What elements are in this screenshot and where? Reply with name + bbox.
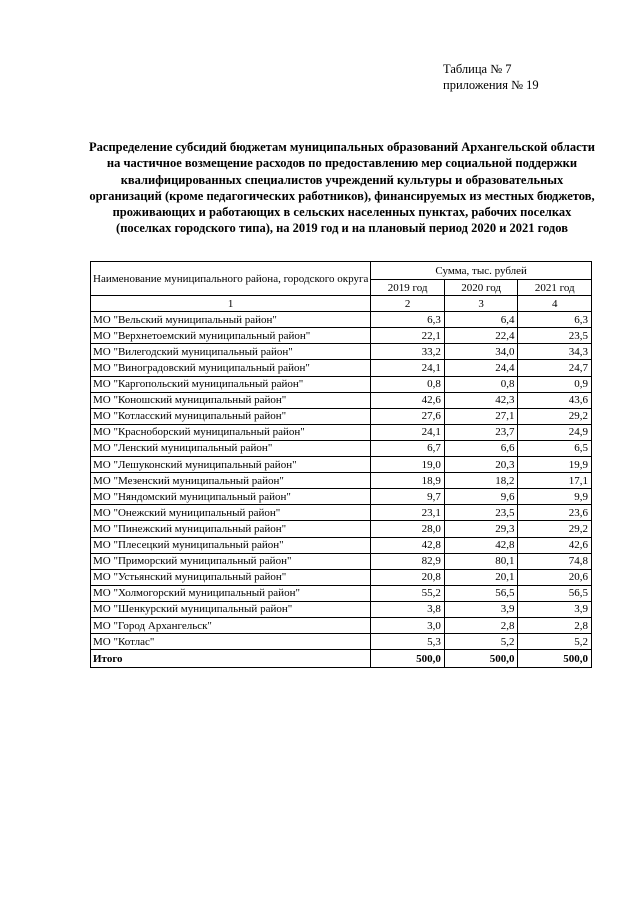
table-row xyxy=(91,344,592,360)
value-2020: 6,6 xyxy=(444,440,518,456)
value-2019: 42,8 xyxy=(371,537,445,553)
table-row xyxy=(91,440,592,456)
column-header-name: Наименование муниципального района, городского округа xyxy=(91,262,371,296)
value-2019: 24,1 xyxy=(371,360,445,376)
municipality-name: МО "Город Архангельск" xyxy=(91,617,371,633)
value-2021: 43,6 xyxy=(518,392,592,408)
municipality-name: МО "Ленский муниципальный район" xyxy=(91,440,371,456)
municipality-name: МО "Мезенский муниципальный район" xyxy=(91,473,371,489)
value-2020: 23,5 xyxy=(444,505,518,521)
table-row xyxy=(91,617,592,633)
table-number: Таблица № 7 xyxy=(443,62,512,76)
value-2021: 3,9 xyxy=(518,601,592,617)
value-2021: 20,6 xyxy=(518,569,592,585)
total-label: Итого xyxy=(91,650,371,668)
value-2020: 9,6 xyxy=(444,489,518,505)
value-2019: 19,0 xyxy=(371,457,445,473)
total-2019: 500,0 xyxy=(371,650,445,668)
table-row xyxy=(91,360,592,376)
value-2020: 24,4 xyxy=(444,360,518,376)
table-row xyxy=(91,505,592,521)
value-2021: 29,2 xyxy=(518,521,592,537)
table-caption xyxy=(443,61,539,93)
total-2021: 500,0 xyxy=(518,650,592,668)
value-2019: 55,2 xyxy=(371,585,445,601)
column-header-2021: 2021 год xyxy=(518,280,592,296)
subsidy-table xyxy=(90,261,592,668)
table-row xyxy=(91,392,592,408)
value-2020: 0,8 xyxy=(444,376,518,392)
table-row xyxy=(91,569,592,585)
municipality-name: МО "Няндомский муниципальный район" xyxy=(91,489,371,505)
municipality-name: МО "Плесецкий муниципальный район" xyxy=(91,537,371,553)
column-header-sum: Сумма, тыс. рублей xyxy=(371,262,592,280)
value-2021: 23,5 xyxy=(518,328,592,344)
value-2021: 19,9 xyxy=(518,457,592,473)
value-2020: 3,9 xyxy=(444,601,518,617)
value-2021: 5,2 xyxy=(518,634,592,650)
value-2019: 33,2 xyxy=(371,344,445,360)
value-2019: 20,8 xyxy=(371,569,445,585)
column-number-3: 3 xyxy=(444,296,518,312)
value-2020: 2,8 xyxy=(444,617,518,633)
value-2020: 20,1 xyxy=(444,569,518,585)
total-row xyxy=(91,650,592,668)
value-2019: 9,7 xyxy=(371,489,445,505)
document-title: Распределение субсидий бюджетам муниципальных образований Архангельской области на частичное возмещение расходов по предоставлению мер социальной поддержки квалифицированных специалистов учреждений культуры и образовательных организаций (кроме педагогических работников), финансируемых из местных бюджетов, проживающих и работающих в сельских населенных пунктах, рабочих поселках (поселках городского типа), на 2019 год и на плановый период 2020 и 2021 годов xyxy=(89,140,595,236)
column-header-2019: 2019 год xyxy=(371,280,445,296)
column-header-2020: 2020 год xyxy=(444,280,518,296)
column-number-2: 2 xyxy=(371,296,445,312)
municipality-name: МО "Каргопольский муниципальный район" xyxy=(91,376,371,392)
value-2019: 18,9 xyxy=(371,473,445,489)
value-2021: 42,6 xyxy=(518,537,592,553)
municipality-name: МО "Шенкурский муниципальный район" xyxy=(91,601,371,617)
value-2021: 6,5 xyxy=(518,440,592,456)
value-2021: 74,8 xyxy=(518,553,592,569)
table-row xyxy=(91,553,592,569)
table-row xyxy=(91,634,592,650)
value-2021: 23,6 xyxy=(518,505,592,521)
value-2019: 3,0 xyxy=(371,617,445,633)
value-2019: 42,6 xyxy=(371,392,445,408)
value-2019: 27,6 xyxy=(371,408,445,424)
column-number-4: 4 xyxy=(518,296,592,312)
value-2019: 22,1 xyxy=(371,328,445,344)
municipality-name: МО "Лешуконский муниципальный район" xyxy=(91,457,371,473)
value-2020: 23,7 xyxy=(444,424,518,440)
total-2020: 500,0 xyxy=(444,650,518,668)
municipality-name: МО "Онежский муниципальный район" xyxy=(91,505,371,521)
value-2020: 20,3 xyxy=(444,457,518,473)
value-2019: 3,8 xyxy=(371,601,445,617)
municipality-name: МО "Вилегодский муниципальный район" xyxy=(91,344,371,360)
value-2021: 0,9 xyxy=(518,376,592,392)
municipality-name: МО "Пинежский муниципальный район" xyxy=(91,521,371,537)
value-2019: 5,3 xyxy=(371,634,445,650)
table-row xyxy=(91,585,592,601)
table-row xyxy=(91,424,592,440)
municipality-name: МО "Устьянский муниципальный район" xyxy=(91,569,371,585)
municipality-name: МО "Холмогорский муниципальный район" xyxy=(91,585,371,601)
value-2021: 34,3 xyxy=(518,344,592,360)
municipality-name: МО "Котлас" xyxy=(91,634,371,650)
value-2021: 2,8 xyxy=(518,617,592,633)
value-2019: 23,1 xyxy=(371,505,445,521)
table-row xyxy=(91,537,592,553)
column-number-1: 1 xyxy=(91,296,371,312)
value-2019: 82,9 xyxy=(371,553,445,569)
value-2019: 6,3 xyxy=(371,312,445,328)
value-2019: 24,1 xyxy=(371,424,445,440)
municipality-name: МО "Приморский муниципальный район" xyxy=(91,553,371,569)
municipality-name: МО "Красноборский муниципальный район" xyxy=(91,424,371,440)
municipality-name: МО "Котласский муниципальный район" xyxy=(91,408,371,424)
municipality-name: МО "Верхнетоемский муниципальный район" xyxy=(91,328,371,344)
value-2020: 5,2 xyxy=(444,634,518,650)
table-row xyxy=(91,521,592,537)
value-2020: 22,4 xyxy=(444,328,518,344)
value-2021: 9,9 xyxy=(518,489,592,505)
value-2020: 18,2 xyxy=(444,473,518,489)
value-2020: 34,0 xyxy=(444,344,518,360)
value-2021: 6,3 xyxy=(518,312,592,328)
value-2020: 42,3 xyxy=(444,392,518,408)
value-2020: 56,5 xyxy=(444,585,518,601)
municipality-name: МО "Вельский муниципальный район" xyxy=(91,312,371,328)
value-2021: 29,2 xyxy=(518,408,592,424)
table-row xyxy=(91,601,592,617)
value-2021: 17,1 xyxy=(518,473,592,489)
table-row xyxy=(91,312,592,328)
table-row xyxy=(91,457,592,473)
value-2019: 0,8 xyxy=(371,376,445,392)
value-2021: 56,5 xyxy=(518,585,592,601)
value-2020: 29,3 xyxy=(444,521,518,537)
value-2019: 28,0 xyxy=(371,521,445,537)
table-row xyxy=(91,473,592,489)
value-2020: 80,1 xyxy=(444,553,518,569)
value-2020: 6,4 xyxy=(444,312,518,328)
table-row xyxy=(91,328,592,344)
table-row xyxy=(91,376,592,392)
value-2019: 6,7 xyxy=(371,440,445,456)
municipality-name: МО "Коношский муниципальный район" xyxy=(91,392,371,408)
value-2021: 24,9 xyxy=(518,424,592,440)
table-row xyxy=(91,489,592,505)
value-2020: 42,8 xyxy=(444,537,518,553)
municipality-name: МО "Виноградовский муниципальный район" xyxy=(91,360,371,376)
table-row xyxy=(91,408,592,424)
value-2020: 27,1 xyxy=(444,408,518,424)
appendix-number: приложения № 19 xyxy=(443,78,539,92)
value-2021: 24,7 xyxy=(518,360,592,376)
